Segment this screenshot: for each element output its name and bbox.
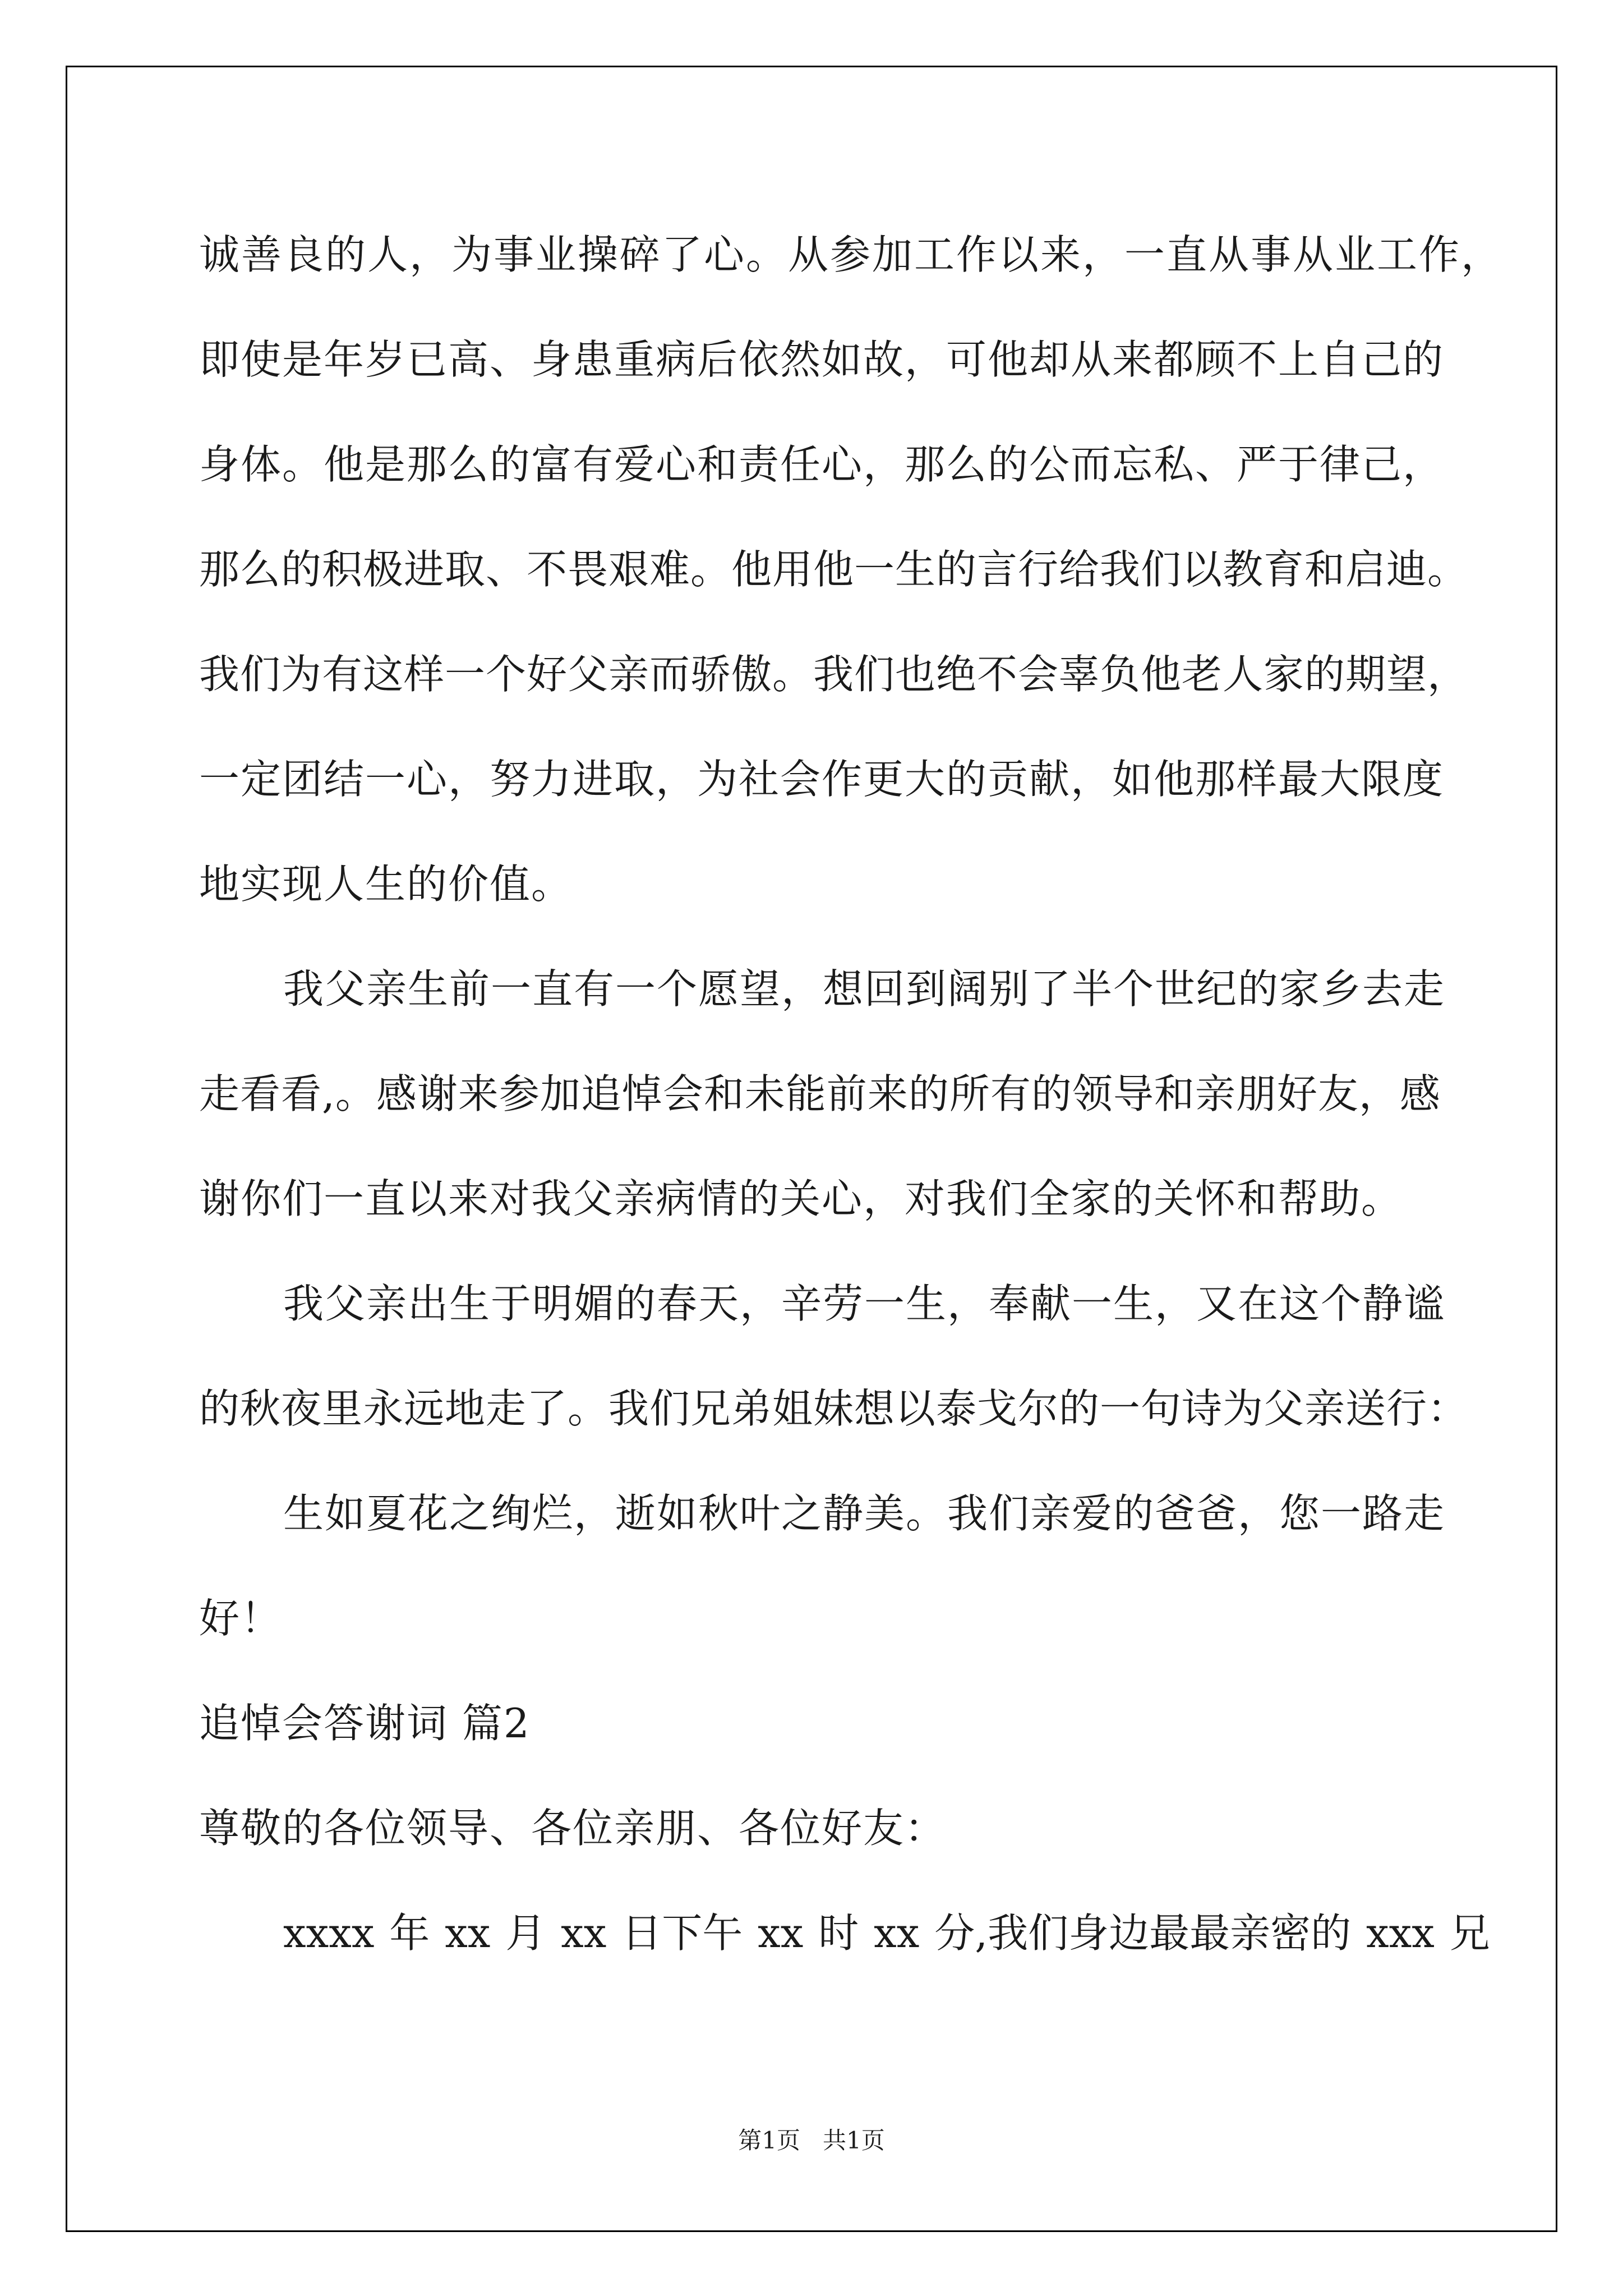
text-line: 即使是年岁已高、身患重病后依然如故，可他却从来都顾不上自己的 bbox=[199, 336, 1445, 383]
text-line: 地实现人生的价值。 bbox=[199, 861, 573, 908]
text-line: 我父亲生前一直有一个愿望，想回到阔别了半个世纪的家乡去走 bbox=[283, 965, 1446, 1013]
page-number-footer: 第1页 共1页 bbox=[738, 2127, 885, 2154]
page-border bbox=[66, 66, 1557, 2232]
text-line: 生如夏花之绚烂，逝如秋叶之静美。我们亲爱的爸爸，您一路走 bbox=[283, 1490, 1446, 1537]
text-line: 的秋夜里永远地走了。我们兄弟姐妹想以泰戈尔的一句诗为父亲送行： bbox=[199, 1385, 1469, 1432]
text-line: 那么的积极进取、不畏艰难。他用他一生的言行给我们以教育和启迪。 bbox=[199, 546, 1469, 593]
text-line: 好！ bbox=[199, 1595, 283, 1642]
text-line: xxxx 年 xx 月 xx 日下午 xx 时 xx 分,我们身边最最亲密的 xxx 兄 bbox=[283, 1910, 1490, 1957]
text-line: 我们为有这样一个好父亲而骄傲。我们也绝不会辜负他老人家的期望， bbox=[199, 651, 1469, 698]
text-line: 我父亲出生于明媚的春天，辛劳一生，奉献一生，又在这个静谧 bbox=[283, 1280, 1446, 1327]
salutation: 尊敬的各位领导、各位亲朋、各位好友： bbox=[199, 1805, 947, 1852]
text-line: 一定团结一心，努力进取，为社会作更大的贡献，如他那样最大限度 bbox=[199, 756, 1445, 803]
text-line: 谢你们一直以来对我父亲病情的关心，对我们全家的关怀和帮助。 bbox=[199, 1175, 1403, 1222]
text-line: 身体。他是那么的富有爱心和责任心，那么的公而忘私、严于律己， bbox=[199, 441, 1445, 488]
section-heading: 追悼会答谢词 篇2 bbox=[199, 1700, 531, 1747]
text-line: 走看看,。感谢来参加追悼会和未能前来的所有的领导和亲朋好友，感 bbox=[199, 1070, 1441, 1117]
text-line: 诚善良的人，为事业操碎了心。从参加工作以来，一直从事从业工作， bbox=[199, 231, 1504, 278]
